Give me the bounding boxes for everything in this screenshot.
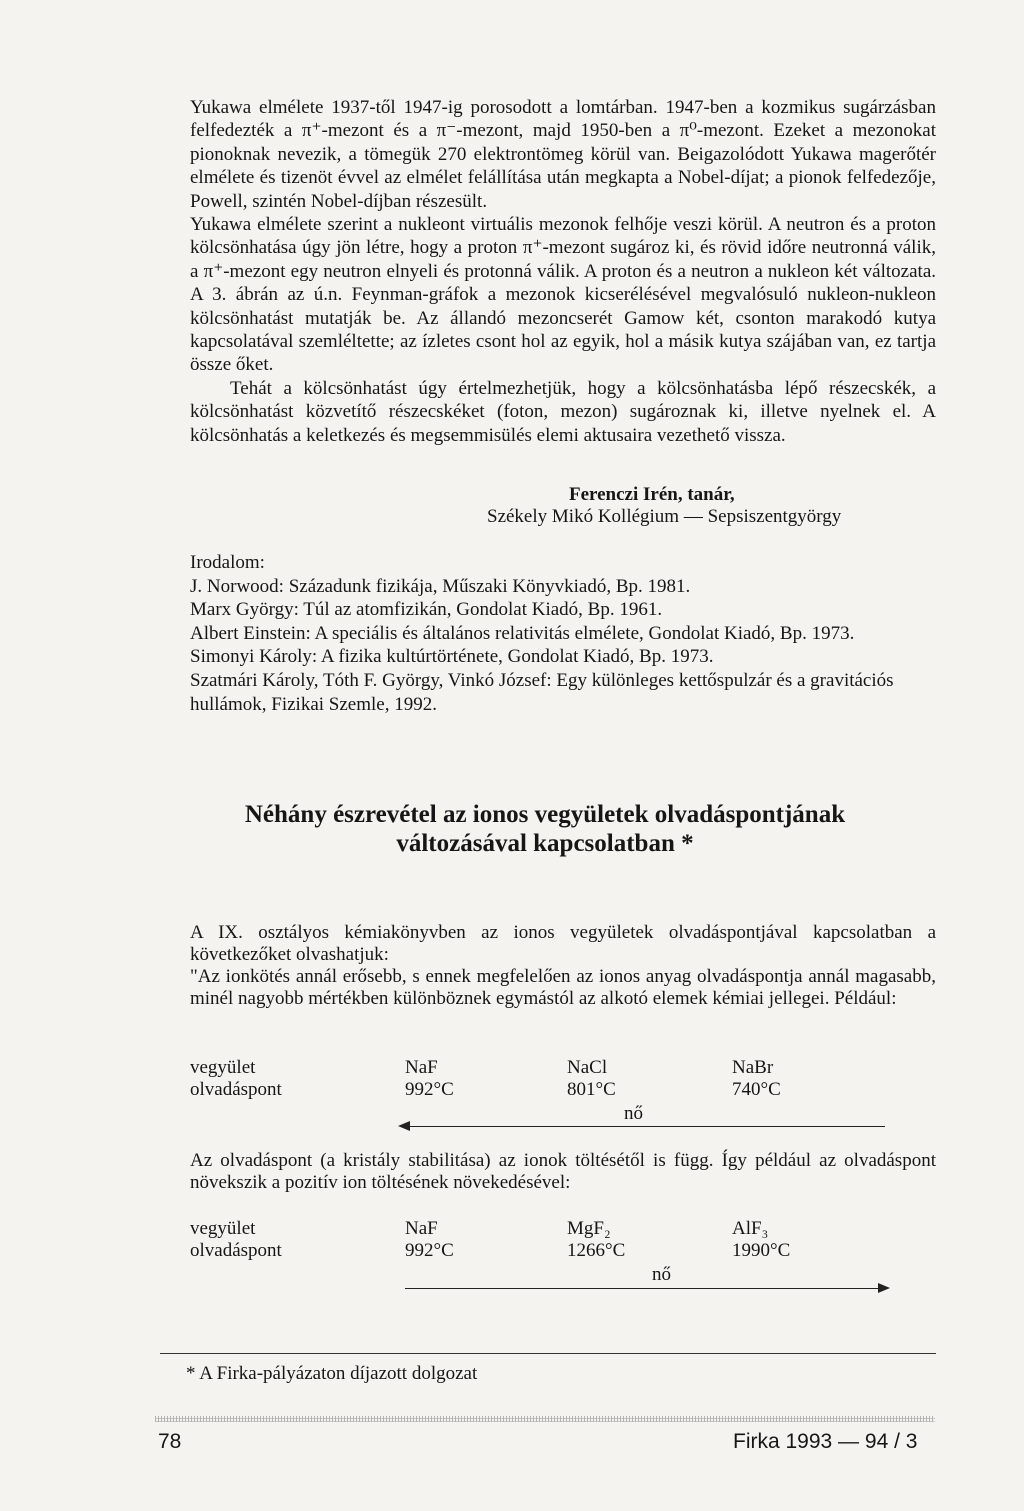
references <box>190 551 936 716</box>
quote-paragraph: "Az ionkötés annál erősebb, s ennek megfelelően az ionos anyag olvadáspontja annál magasabb, minél nagyobb mértékben különböznek egymástól az alkotó elemek kémiai jellegei. Például: <box>190 966 936 1009</box>
journal-issue: Firka 1993 — 94 / 3 <box>733 1430 918 1453</box>
paragraph-1: Yukawa elmélete 1937-től 1947-ig porosodott a lomtárban. 1947-ben a kozmikus sugárzásban felfedezték a π⁺-mezont és a π⁻-mezont, majd 1950-ben a π⁰-mezont. Ezeket a mezonokat pionoknak nevezik, a tömegük 270 elektrontömeg körül van. Beigazolódott Yukawa magerőtér elmélete és tizenöt évvel az elmélet felállítása után megkapta a Nobel-díjat; a pionok felfedezője, Powell, szintén Nobel-díjban részesült. <box>190 97 936 212</box>
article-body <box>190 96 936 447</box>
article-title-line-2: változásával kapcsolatban * <box>396 830 694 857</box>
middle-text-block <box>190 1150 936 1194</box>
compound-cell: NaF <box>405 1057 438 1078</box>
author-name: Ferenczi Irén, tanár, <box>569 484 735 505</box>
compound-cell: MgF₂ <box>567 1218 611 1239</box>
footnote-divider <box>160 1353 936 1354</box>
article-title-line-1: Néhány észrevétel az ionos vegyületek olvadáspontjának <box>244 801 846 828</box>
trend-label: nő <box>652 1264 671 1285</box>
melting-point-cell: 1266°C <box>567 1240 626 1261</box>
page-number: 78 <box>158 1430 182 1453</box>
row-label-melting-point: olvadáspont <box>190 1240 282 1261</box>
reference-item: Szatmári Károly, Tóth F. György, Vinkó József: Egy különleges kettőspulzár és a gravitációs hullámok, Fizikai Szemle, 1992. <box>190 669 894 715</box>
row-label-compound: vegyület <box>190 1057 256 1078</box>
intro-paragraph: A IX. osztályos kémiakönyvben az ionos vegyületek olvadáspontjával kapcsolatban a következőket olvashatjuk: <box>190 922 936 965</box>
middle-paragraph: Az olvadáspont (a kristály stabilitása) az ionok töltésétől is függ. Így például az olvadáspont növekszik a pozitív ion töltésének növekedésével: <box>190 1150 936 1193</box>
melting-point-cell: 740°C <box>732 1079 781 1100</box>
reference-item: Marx György: Túl az atomfizikán, Gondolat Kiadó, Bp. 1961. <box>190 599 663 621</box>
row-label-compound: vegyület <box>190 1218 256 1239</box>
trend-label: nő <box>624 1103 643 1124</box>
paragraph-3: Tehát a kölcsönhatást úgy értelmezhetjük, hogy a kölcsönhatásba lépő részecskék, a kölcsönhatást közvetítő részecskéket (foton, mezon) sugároznak ki, illetve nyelnek el. A kölcsönhatás a keletkezés és megsemmisülés elemi aktusaira vezethető vissza. <box>190 377 936 446</box>
footnote: * A Firka-pályázaton díjazott dolgozat <box>186 1363 478 1384</box>
compound-cell: NaF <box>405 1218 438 1239</box>
trend-arrow-left <box>405 1126 885 1127</box>
compound-cell: NaCl <box>567 1057 608 1078</box>
arrowhead-right-icon <box>878 1283 890 1293</box>
compound-cell: NaBr <box>732 1057 774 1078</box>
reference-item: Simonyi Károly: A fizika kultúrtörténete, Gondolat Kiadó, Bp. 1973. <box>190 646 714 668</box>
compound-cell: AlF₃ <box>732 1218 769 1239</box>
author-affiliation: Székely Mikó Kollégium — Sepsiszentgyörgy <box>487 506 842 527</box>
arrowhead-left-icon <box>398 1121 410 1131</box>
references-title: Irodalom: <box>190 552 265 573</box>
trend-arrow-right <box>405 1288 879 1289</box>
reference-item: Albert Einstein: A speciális és általános relativitás elmélete, Gondolat Kiadó, Bp. 1973. <box>190 622 855 644</box>
footer-pattern-bar <box>155 1416 935 1422</box>
melting-point-cell: 1990°C <box>732 1240 791 1261</box>
melting-point-cell: 992°C <box>405 1240 454 1261</box>
paragraph-2: Yukawa elmélete szerint a nukleont virtuális mezonok felhője veszi körül. A neutron és a proton kölcsönhatása úgy jön létre, hogy a proton π⁺-mezont sugároz ki, és rövid időre neutronná válik, a π⁺-mezont egy neutron elnyeli és protonná válik. A proton és a neutron a nukleon két változata. A 3. ábrán az ú.n. Feynman-gráfok a mezonok kicserélésével megvalósuló nukleon-nukleon kölcsönhatást mutatják be. Az állandó mezoncserét Gamow két, csonton marakodó kutya kapcsolatával szemléltette; az ízletes csont hol az egyik, hol a másik kutya szájában van, ez tartja össze őket. <box>190 214 936 376</box>
article-intro <box>190 922 936 1010</box>
article-title <box>160 800 930 858</box>
reference-item: J. Norwood: Századunk fizikája, Műszaki Könyvkiadó, Bp. 1981. <box>190 575 691 597</box>
row-label-melting-point: olvadáspont <box>190 1079 282 1100</box>
melting-point-cell: 992°C <box>405 1079 454 1100</box>
melting-point-cell: 801°C <box>567 1079 616 1100</box>
